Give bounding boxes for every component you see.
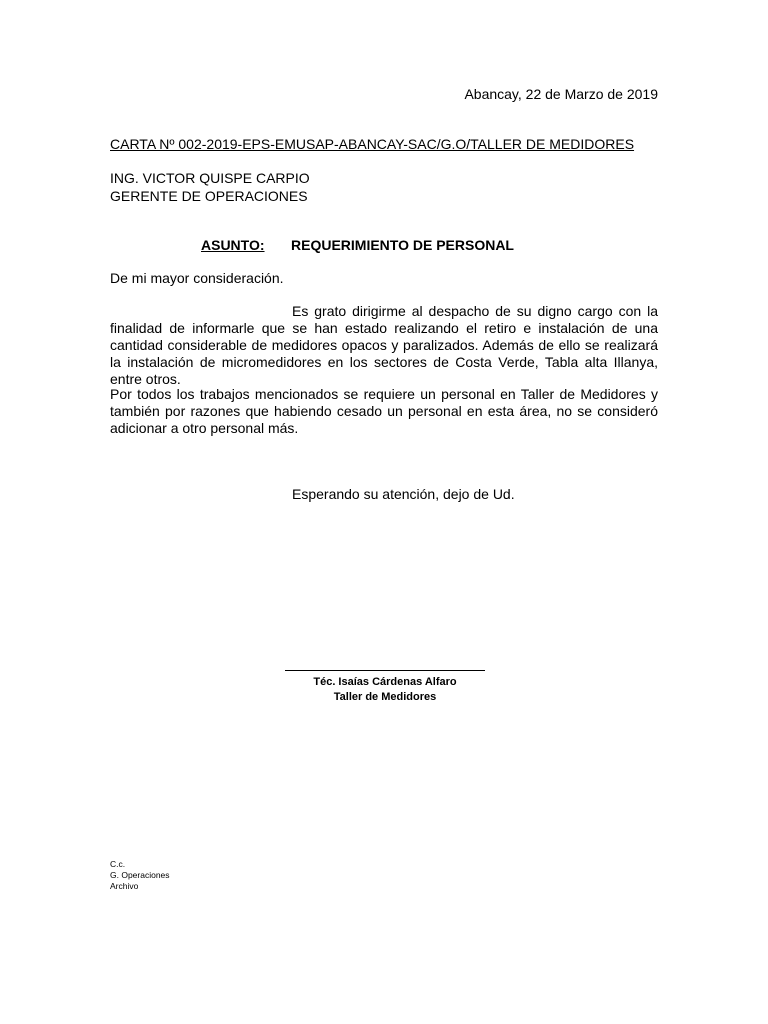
cc-item: Archivo — [110, 881, 139, 891]
recipient-name: ING. VICTOR QUISPE CARPIO — [110, 170, 310, 186]
recipient-block — [110, 169, 310, 205]
letter-date: Abancay, 22 de Marzo de 2019 — [464, 86, 658, 102]
recipient-title: GERENTE DE OPERACIONES — [110, 188, 308, 204]
signer-unit: Taller de Medidores — [333, 691, 437, 703]
letter-reference: CARTA Nº 002-2019-EPS-EMUSAP-ABANCAY-SAC/G.O/TALLER DE MEDIDORES — [110, 136, 635, 152]
signer-name: Téc. Isaías Cárdenas Alfaro — [313, 676, 457, 688]
subject-text: REQUERIMIENTO DE PERSONAL — [291, 237, 514, 253]
body-paragraph-1: Es grato dirigirme al despacho de su digno cargo con la finalidad de informarle que se han estado realizando el retiro e instalación de una cantidad considerable de medidores opacos y paralizados. Además de ello se realizará la instalación de micromedidores en los sectores de Costa Verde, Tabla alta Illanya, entre otros. — [110, 303, 658, 387]
carbon-copy-block — [110, 859, 170, 892]
signature-block — [285, 675, 485, 705]
closing-line: Esperando su atención, dejo de Ud. — [292, 486, 515, 502]
subject-label: ASUNTO: — [201, 237, 265, 253]
greeting: De mi mayor consideración. — [110, 270, 284, 286]
cc-label: C.c. — [110, 859, 126, 869]
signature-line — [285, 670, 485, 671]
body-paragraph-2: Por todos los trabajos mencionados se requiere un personal en Taller de Medidores y también por razones que habiendo cesado un personal en esta área, no se consideró adicionar a otro personal más. — [110, 386, 658, 436]
cc-item: G. Operaciones — [110, 870, 170, 880]
